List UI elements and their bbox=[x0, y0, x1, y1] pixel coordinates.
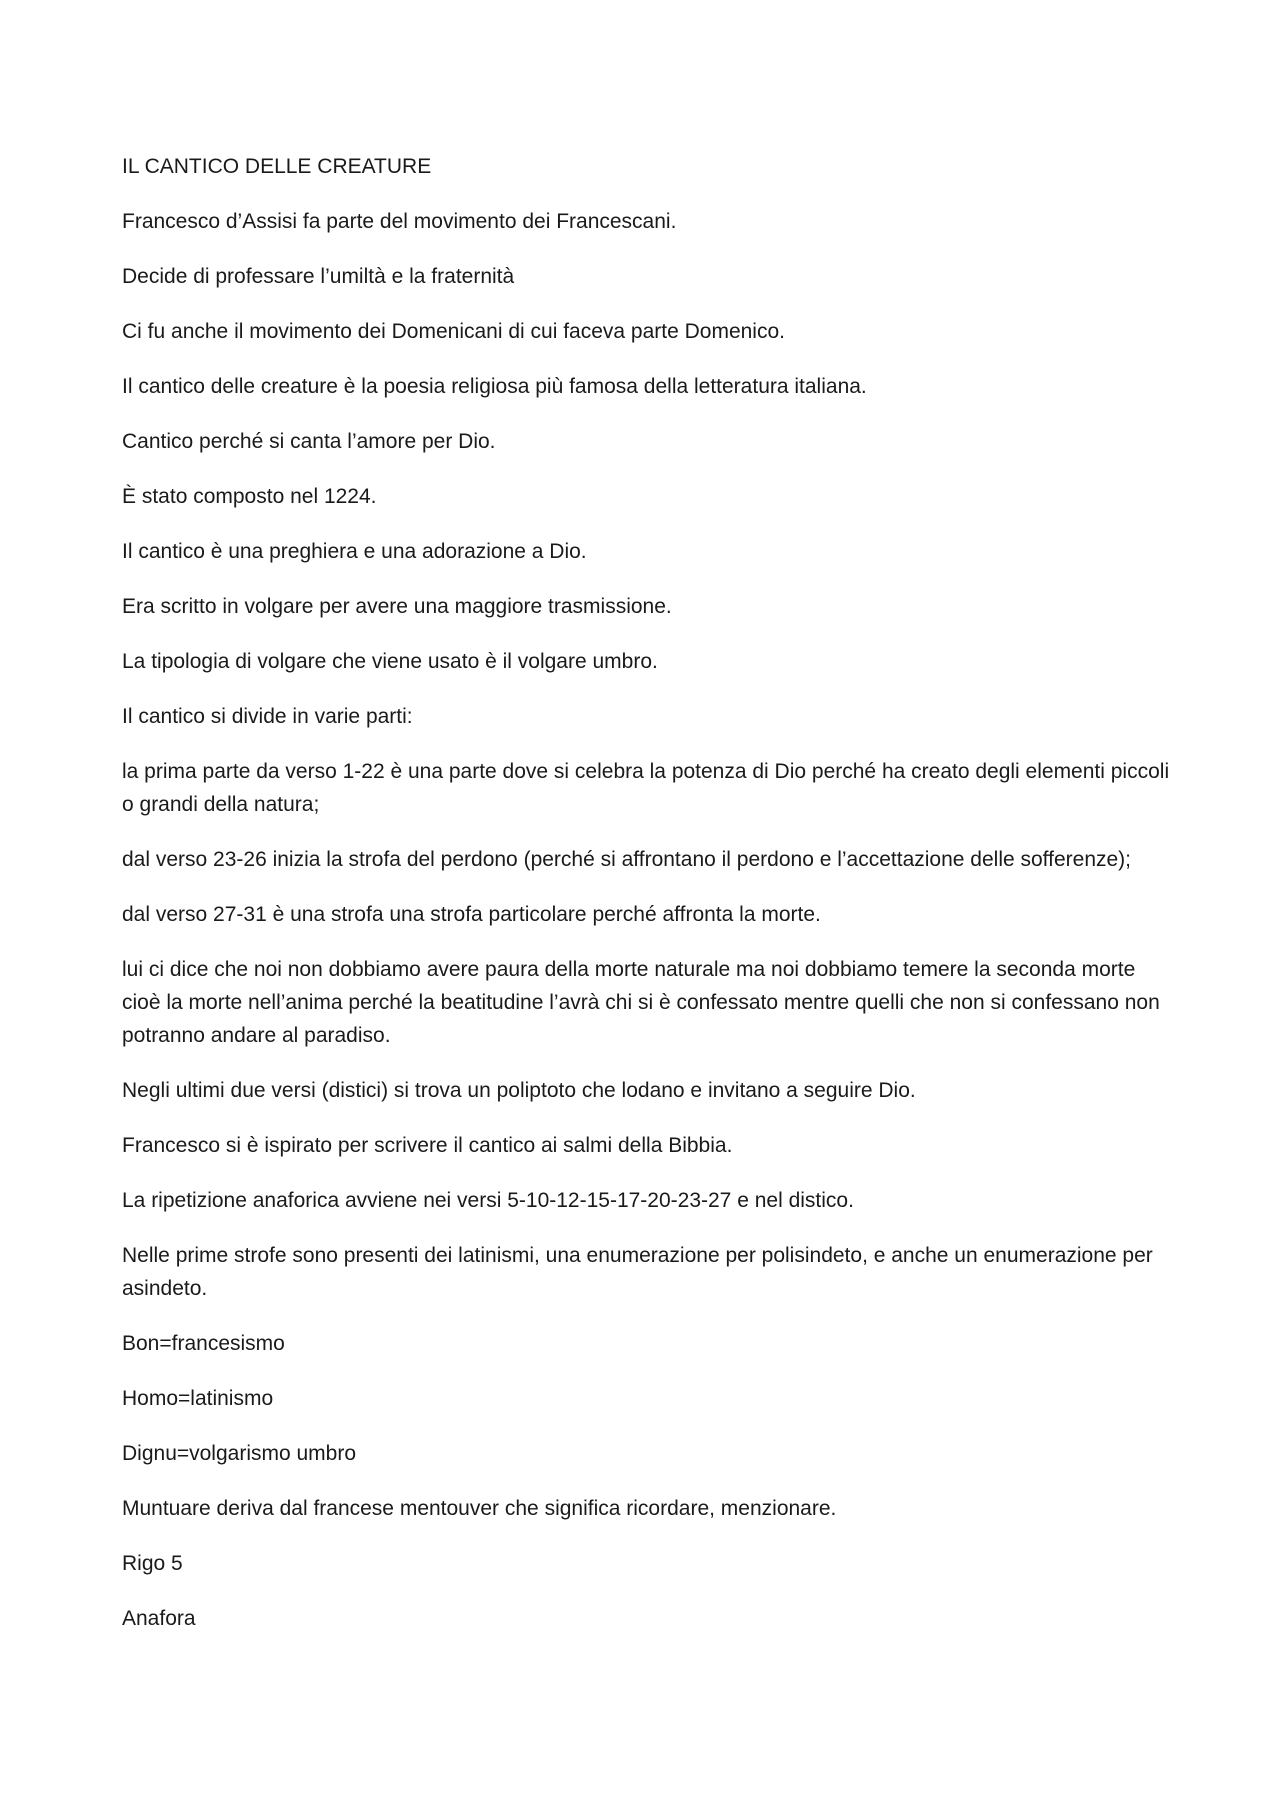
paragraph: Negli ultimi due versi (distici) si trova un poliptoto che lodano e invitano a seguire Dio. bbox=[122, 1079, 916, 1102]
paragraph: Era scritto in volgare per avere una maggiore trasmissione. bbox=[122, 595, 672, 618]
paragraph: Bon=francesismo bbox=[122, 1332, 285, 1355]
paragraph: La ripetizione anaforica avviene nei versi 5-10-12-15-17-20-23-27 e nel distico. bbox=[122, 1189, 854, 1212]
paragraph: Muntuare deriva dal francese mentouver che significa ricordare, menzionare. bbox=[122, 1497, 837, 1520]
paragraph: Anafora bbox=[122, 1607, 196, 1630]
paragraph: È stato composto nel 1224. bbox=[122, 485, 377, 508]
paragraph: Nelle prime strofe sono presenti dei latinismi, una enumerazione per polisindeto, e anche un enumerazione per asindeto. bbox=[122, 1244, 1153, 1300]
paragraph: Il cantico è una preghiera e una adorazione a Dio. bbox=[122, 540, 587, 563]
paragraph: Decide di professare l’umiltà e la fraternità bbox=[122, 265, 515, 288]
paragraph: Rigo 5 bbox=[122, 1552, 183, 1575]
paragraph: Francesco si è ispirato per scrivere il cantico ai salmi della Bibbia. bbox=[122, 1134, 733, 1157]
paragraph: La tipologia di volgare che viene usato è il volgare umbro. bbox=[122, 650, 658, 673]
paragraph: dal verso 23-26 inizia la strofa del perdono (perché si affrontano il perdono e l’accettazione delle sofferenze); bbox=[122, 848, 1132, 871]
paragraph: lui ci dice che noi non dobbiamo avere paura della morte naturale ma noi dobbiamo temere la seconda morte cioè la morte nell’anima perché la beatitudine l’avrà chi si è confessato mentre quelli che non si confessano non potranno andare al paradiso. bbox=[122, 958, 1160, 1047]
paragraph: Francesco d’Assisi fa parte del movimento dei Francescani. bbox=[122, 210, 677, 233]
paragraph: la prima parte da verso 1-22 è una parte dove si celebra la potenza di Dio perché ha creato degli elementi piccoli o grandi della natura; bbox=[122, 760, 1170, 816]
paragraph: Il cantico si divide in varie parti: bbox=[122, 705, 413, 728]
paragraph: dal verso 27-31 è una strofa una strofa particolare perché affronta la morte. bbox=[122, 903, 821, 926]
paragraph: Homo=latinismo bbox=[122, 1387, 274, 1410]
paragraph: Il cantico delle creature è la poesia religiosa più famosa della letteratura italiana. bbox=[122, 375, 867, 398]
document-title: IL CANTICO DELLE CREATURE bbox=[122, 155, 432, 178]
paragraph: Dignu=volgarismo umbro bbox=[122, 1442, 357, 1465]
paragraph: Ci fu anche il movimento dei Domenicani di cui faceva parte Domenico. bbox=[122, 320, 785, 343]
paragraph: Cantico perché si canta l’amore per Dio. bbox=[122, 430, 496, 453]
document-page bbox=[122, 150, 1172, 1657]
